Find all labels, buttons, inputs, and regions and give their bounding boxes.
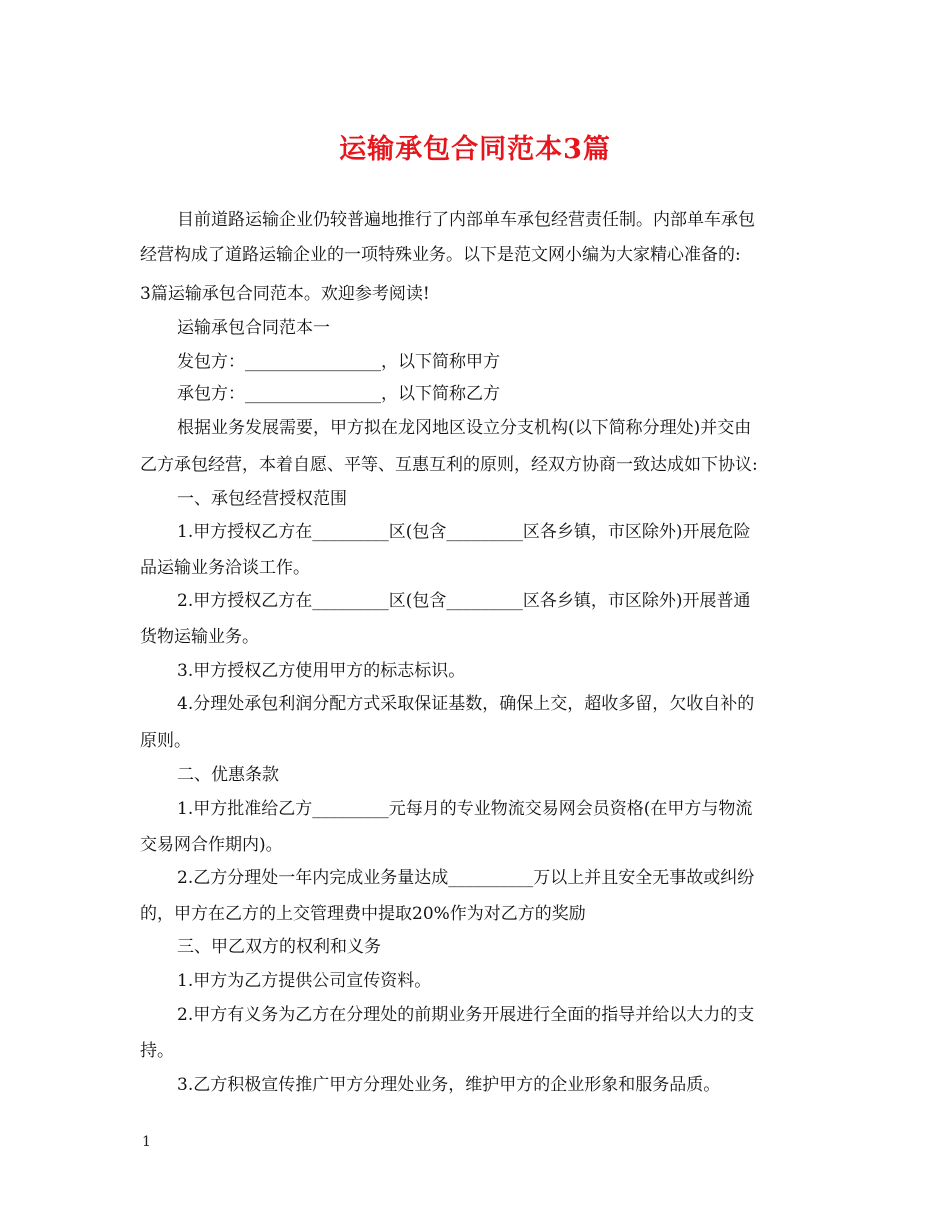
clause-line: 3.乙方积极宣传推广甲方分理处业务，维护甲方的企业形象和服务品质。 (177, 1075, 721, 1095)
clause-line: 原则。 (140, 731, 191, 751)
clause-line: 2.乙方分理处一年内完成业务量达成__________万以上并且安全无事故或纠纷 (177, 868, 755, 888)
clause-line: 2.甲方有义务为乙方在分理处的前期业务开展进行全面的指导并给以大力的支 (177, 1005, 755, 1025)
section-heading: 一、承包经营授权范围 (177, 489, 347, 509)
clause-line: 2.甲方授权乙方在_________区(包含_________区各乡镇，市区除外)开展普通 (177, 591, 751, 611)
clause-line: 1.甲方授权乙方在_________区(包含_________区各乡镇，市区除外)开展危险 (177, 522, 751, 542)
paragraph-line: 3篇运输承包合同范本。欢迎参考阅读! (140, 284, 430, 304)
clause-line: 品运输业务洽谈工作。 (140, 558, 310, 578)
clause-line: 持。 (140, 1041, 174, 1061)
clause-line: 货物运输业务。 (140, 627, 259, 647)
clause-line: 4.分理处承包利润分配方式采取保证基数，确保上交，超收多留，欠收自补的 (177, 694, 755, 714)
party-line: 承包方：________________，以下简称乙方 (177, 384, 500, 404)
clause-line: 1.甲方为乙方提供公司宣传资料。 (177, 971, 432, 991)
section-heading: 二、优惠条款 (177, 765, 279, 785)
clause-line: 1.甲方批准给乙方_________元每月的专业物流交易网会员资格(在甲方与物流 (177, 799, 753, 819)
paragraph-line: 目前道路运输企业仍较普遍地推行了内部单车承包经营责任制。内部单车承包 (177, 210, 755, 230)
page-number: 1 (142, 1134, 151, 1150)
section-heading: 运输承包合同范本一 (177, 318, 330, 338)
paragraph-line: 经营构成了道路运输企业的一项特殊业务。以下是范文网小编为大家精心准备的: (140, 245, 741, 265)
paragraph-line: 根据业务发展需要，甲方拟在龙冈地区设立分支机构(以下简称分理处)并交由 (177, 418, 752, 438)
document-title: 运输承包合同范本3篇 (339, 134, 611, 165)
clause-line: 的，甲方在乙方的上交管理费中提取20%作为对乙方的奖励 (140, 904, 586, 924)
section-heading: 三、甲乙双方的权利和义务 (177, 937, 381, 957)
party-line: 发包方：________________，以下简称甲方 (177, 352, 500, 372)
clause-line: 3.甲方授权乙方使用甲方的标志标识。 (177, 661, 466, 681)
paragraph-line: 乙方承包经营，本着自愿、平等、互惠互利的原则，经双方协商一致达成如下协议: (140, 455, 758, 475)
clause-line: 交易网合作期内)。 (140, 835, 283, 855)
